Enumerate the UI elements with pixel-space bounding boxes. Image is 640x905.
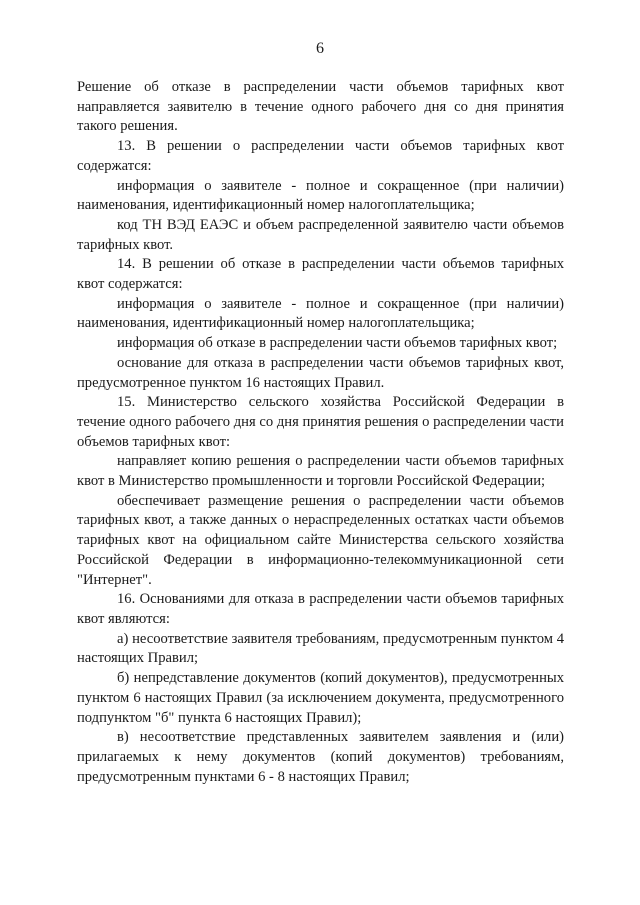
- paragraph: 15. Министерство сельского хозяйства Российской Федерации в течение одного рабочего дня со дня принятия решения о распределении части объемов тарифных квот:: [77, 394, 564, 450]
- paragraph: 16. Основаниями для отказа в распределении части объемов тарифных квот являются:: [77, 591, 564, 627]
- paragraph: информация об отказе в распределении части объемов тарифных квот;: [117, 335, 558, 352]
- paragraph: обеспечивает размещение решения о распределении части объемов тарифных квот, а также данных о нераспределенных остатках части объемов тарифных квот на официальном сайте Министерства сельского хозяйства Российской Федерации в информационно-телекоммуникационной сети "Интернет".: [77, 492, 564, 588]
- paragraph: направляет копию решения о распределении части объемов тарифных квот в Министерство промышленности и торговли Российской Федерации;: [77, 453, 564, 490]
- document-body: [77, 78, 564, 787]
- paragraph: 14. В решении об отказе в распределении части объемов тарифных квот содержатся:: [77, 256, 564, 293]
- paragraph: в) несоответствие представленных заявителем заявления и (или) прилагаемых к нему документов (копий документов) требованиям, предусмотренным пунктами 6 - 8 настоящих Правил;: [77, 729, 564, 785]
- paragraph: Решение об отказе в распределении части объемов тарифных квот направляется заявителю в течение одного рабочего дня со дня принятия такого решения.: [77, 79, 564, 135]
- paragraph: информация о заявителе - полное и сокращенное (при наличии) наименования, идентификационный номер налогоплательщика;: [77, 295, 564, 332]
- paragraph: код ТН ВЭД ЕАЭС и объем распределенной заявителю части объемов тарифных квот.: [77, 216, 564, 253]
- paragraph: информация о заявителе - полное и сокращенное (при наличии) наименования, идентификационный номер налогоплательщика;: [77, 177, 564, 214]
- paragraph: а) несоответствие заявителя требованиям, предусмотренным пунктом 4 настоящих Правил;: [77, 630, 564, 667]
- paragraph: б) непредставление документов (копий документов), предусмотренных пунктом 6 настоящих Правил (за исключением документа, предусмотренного подпунктом "б" пункта 6 настоящих Правил);: [77, 670, 564, 726]
- paragraph: 13. В решении о распределении части объемов тарифных квот содержатся:: [77, 138, 564, 174]
- paragraph: основание для отказа в распределении части объемов тарифных квот, предусмотренное пунктом 16 настоящих Правил.: [77, 354, 564, 391]
- page-number: 6: [316, 40, 324, 57]
